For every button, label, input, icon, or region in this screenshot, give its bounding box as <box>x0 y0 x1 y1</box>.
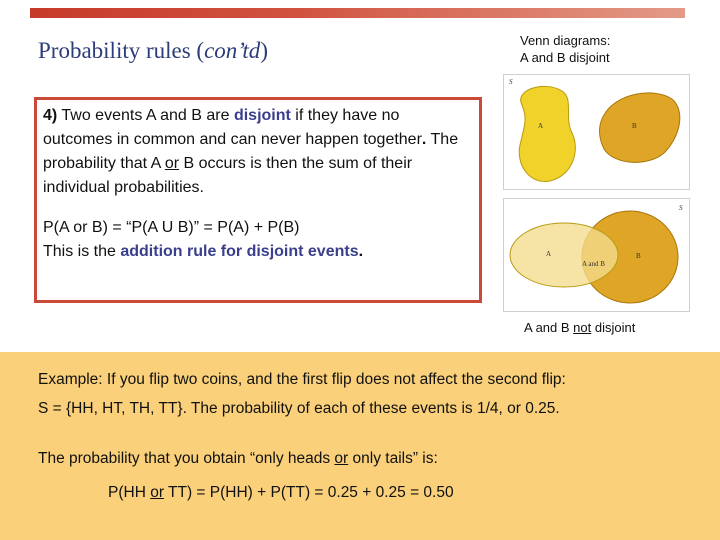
venn-caption-line1: Venn diagrams: <box>520 33 611 48</box>
rule-text-3: The probability that A <box>43 131 459 172</box>
example-line-3 <box>38 447 720 471</box>
example-line-4-pre: P(HH <box>108 484 151 501</box>
venn-overlap-a-label: A <box>546 250 552 258</box>
rule-number: 4) <box>43 107 58 124</box>
top-accent-bar <box>30 8 685 18</box>
rule-addition-post: . <box>358 243 364 260</box>
rule-text-4: B occurs is then the sum of their individual probabilities. <box>43 155 413 196</box>
example-line-4 <box>38 481 720 505</box>
example-line-1: Example: If you flip two coins, and the first flip does not affect the second flip: <box>38 371 566 388</box>
rule-text-1: Two events A and B are <box>57 107 234 124</box>
rule-period: . <box>421 131 427 148</box>
rule-addition-pre: This is the <box>43 243 121 260</box>
not-caption-pre: A and B <box>524 320 574 335</box>
venn-overlap-diagram <box>503 198 690 312</box>
venn-overlap-set-a <box>510 223 618 287</box>
title-italic: con’td <box>204 38 261 63</box>
venn-overlap-svg <box>504 199 691 313</box>
rule-addition-line <box>43 240 473 264</box>
addition-rule-paragraph <box>43 216 473 264</box>
rule-paragraph <box>43 104 473 200</box>
example-line-2: S = {HH, HT, TH, TT}. The probability of each of these events is 1/4, or 0.25. <box>38 400 560 417</box>
venn-disjoint-s-label: S <box>509 78 513 86</box>
venn-disjoint-svg <box>504 75 691 191</box>
not-disjoint-caption <box>524 320 635 335</box>
rule-or: or <box>164 155 180 172</box>
venn-disjoint-set-a <box>519 86 575 181</box>
rule-formula: P(A or B) = “P(A U B)” = P(A) + P(B) <box>43 219 300 236</box>
venn-overlap-b-label: B <box>636 252 641 260</box>
title-close: ) <box>260 38 268 63</box>
rule-addition-term: addition rule for disjoint events <box>120 243 359 260</box>
example-line-3-post: only tails” is: <box>348 450 438 467</box>
venn-disjoint-b-label: B <box>632 122 637 130</box>
rule-disjoint-term: disjoint <box>233 107 291 124</box>
example-line-4-or: or <box>150 484 164 501</box>
rule-text-2: if they have no outcomes in common and can never happen together <box>43 107 422 148</box>
disjoint-rule-box <box>34 97 482 303</box>
example-line-4-post: TT) = P(HH) + P(TT) = 0.25 + 0.25 = 0.50 <box>164 484 454 501</box>
venn-caption <box>520 32 680 66</box>
example-line-3-or: or <box>334 450 349 467</box>
venn-caption-line2: A and B disjoint <box>520 50 610 65</box>
title-main: Probability rules ( <box>38 38 205 63</box>
example-line-3-pre: The probability that you obtain “only heads <box>38 450 335 467</box>
not-caption-not: not <box>573 320 592 335</box>
venn-overlap-ab-label: A and B <box>582 260 605 268</box>
page-title <box>38 38 268 64</box>
venn-disjoint-set-b <box>600 93 680 162</box>
venn-disjoint-diagram <box>503 74 690 190</box>
coin-flip-example-box <box>0 352 720 540</box>
venn-disjoint-a-label: A <box>538 122 544 130</box>
not-caption-post: disjoint <box>591 320 636 335</box>
venn-overlap-s-label: S <box>679 204 683 212</box>
